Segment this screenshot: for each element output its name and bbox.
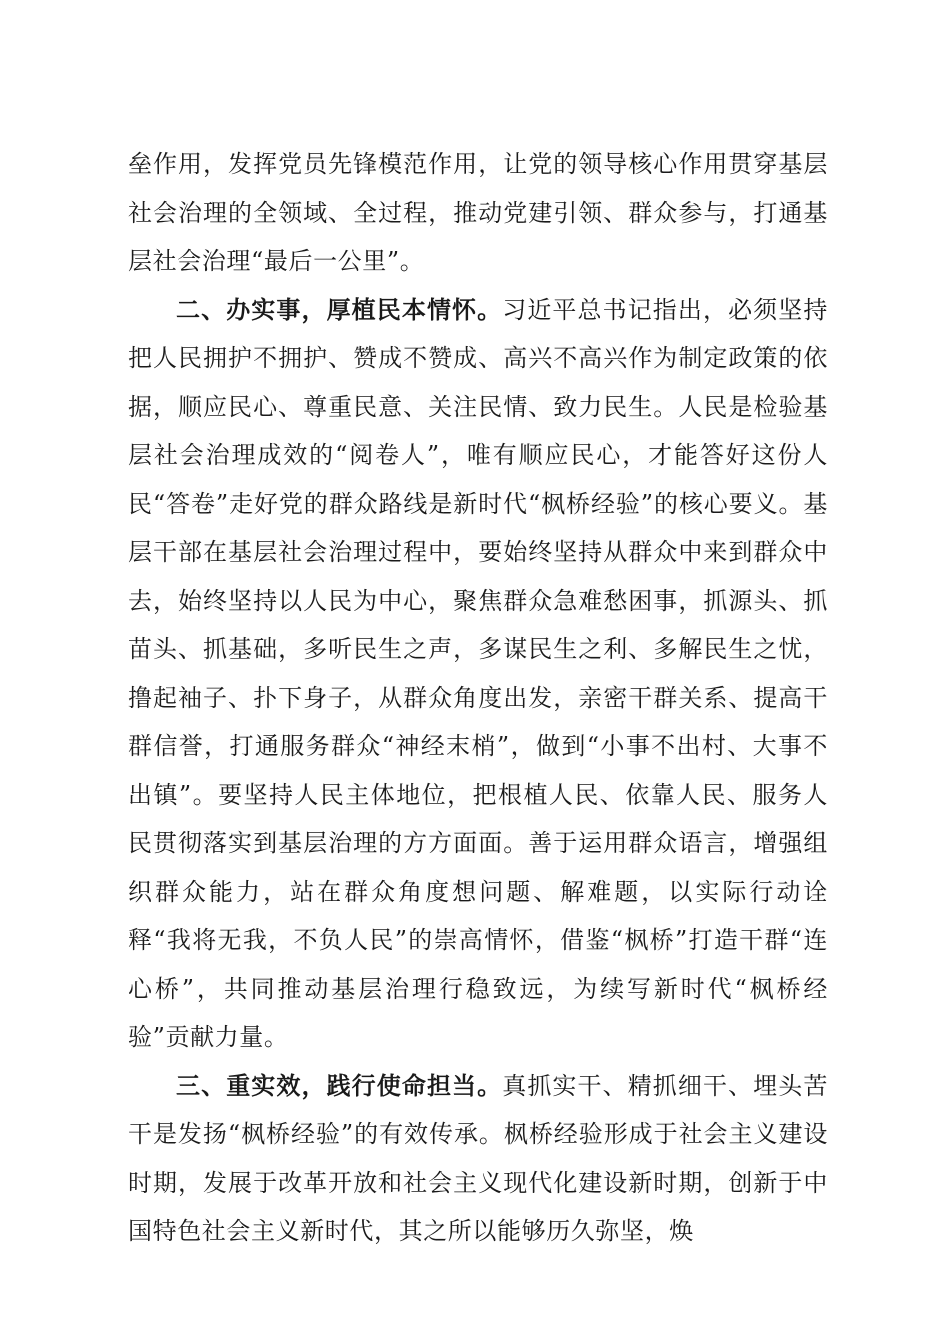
paragraph-text: 垒作用，发挥党员先锋模范作用，让党的领导核心作用贯穿基层社会治理的全领域、全过程，推动党建引领、群众参与，打通基层社会治理“最后一公里”。 <box>128 150 828 275</box>
section-heading: 二、办实事，厚植民本情怀。 <box>176 295 503 324</box>
section-heading: 三、重实效，践行使命担当。 <box>176 1071 503 1100</box>
paragraph-continuation <box>128 140 828 286</box>
paragraph-section-two <box>128 286 828 1062</box>
paragraph-section-three <box>128 1062 828 1256</box>
paragraph-text: 真抓实干、精抓细干、埋头苦干是发扬“枫桥经验”的有效传承。枫桥经验形成于社会主义建设时期，发展于改革开放和社会主义现代化建设新时期，创新于中国特色社会主义新时代，其之所以能够历久弥坚，焕 <box>128 1071 828 1245</box>
body-text <box>128 140 828 1256</box>
paragraph-text: 习近平总书记指出，必须坚持把人民拥护不拥护、赞成不赞成、高兴不高兴作为制定政策的依据，顺应民心、尊重民意、关注民情、致力民生。人民是检验基层社会治理成效的“阅卷人”，唯有顺应民心，才能答好这份人民“答卷”走好党的群众路线是新时代“枫桥经验”的核心要义。基层干部在基层社会治理过程中，要始终坚持从群众中来到群众中去，始终坚持以人民为中心，聚焦群众急难愁困事，抓源头、抓苗头、抓基础，多听民生之声，多谋民生之利、多解民生之忧，撸起袖子、扑下身子，从群众角度出发，亲密干群关系、提高干群信誉，打通服务群众“神经末梢”，做到“小事不出村、大事不出镇”。要坚持人民主体地位，把根植人民、依靠人民、服务人民贯彻落实到基层治理的方方面面。善于运用群众语言，增强组织群众能力，站在群众角度想问题、解难题，以实际行动诠释“我将无我，不负人民”的崇高情怀，借鉴“枫桥”打造干群“连心桥”，共同推动基层治理行稳致远，为续写新时代“枫桥经验”贡献力量。 <box>128 295 828 1051</box>
